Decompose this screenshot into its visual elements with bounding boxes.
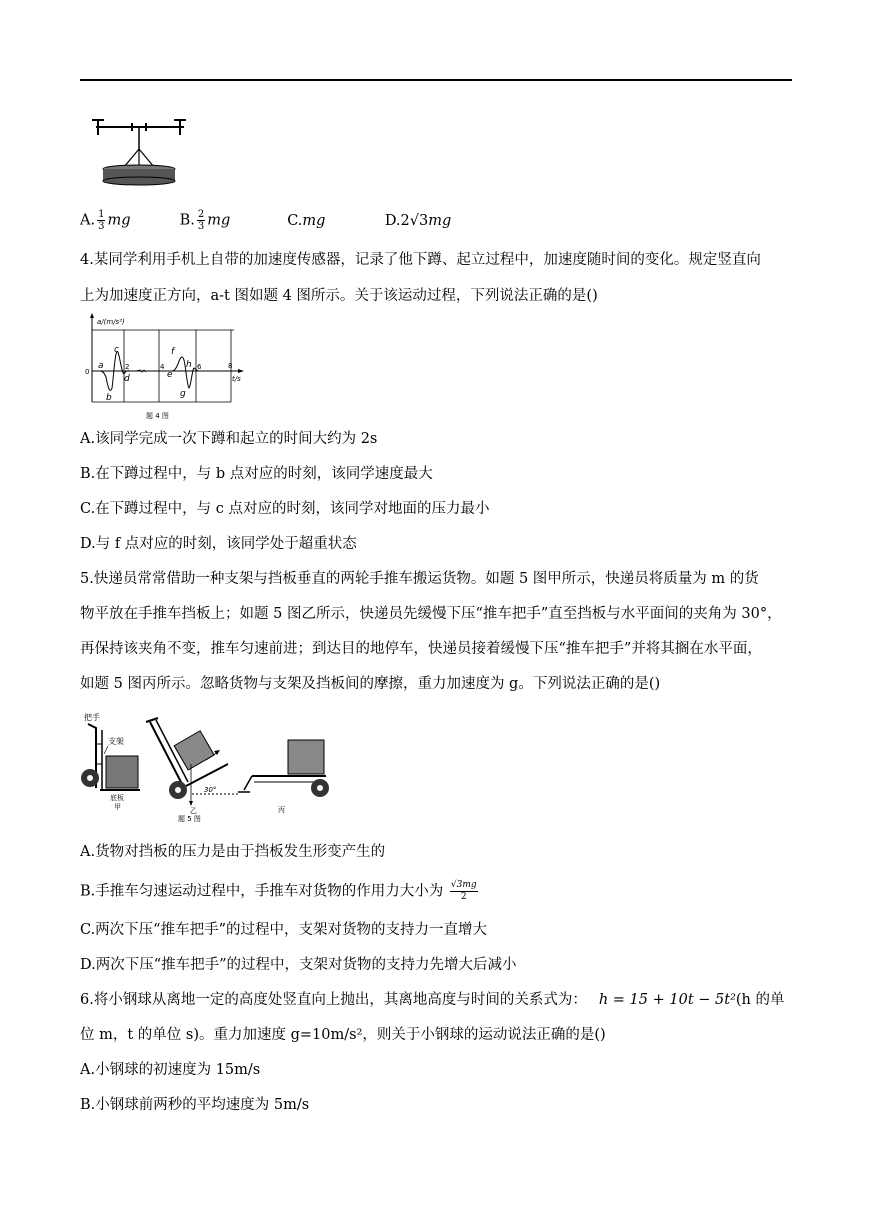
q5-stem-line-2: 物平放在手推车挡板上；如题 5 图乙所示，快递员先缓慢下压“推车把手”直至挡板与水平面间的夹角为 30°，	[80, 606, 782, 622]
svg-text:e: e	[167, 370, 173, 380]
q4-stem-line-2: 上为加速度正方向，a-t 图如题 4 图所示。关于该运动过程，下列说法正确的是()	[80, 288, 598, 304]
height-formula: h = 15 + 10t − 5t²	[598, 992, 736, 1008]
svg-text:a/(m/s²): a/(m/s²)	[97, 318, 125, 326]
q5-stem-line-4: 如题 5 图丙所示。忽略货物与支架及挡板间的摩擦，重力加速度为 g。下列说法正确的是()	[80, 676, 661, 692]
svg-text:6: 6	[197, 363, 202, 371]
q4-option-a[interactable]: A.该同学完成一次下蹲和起立的时间大约为 2s	[80, 431, 378, 447]
svg-text:c: c	[114, 345, 119, 355]
fraction-one-third: $\frac{1}{3}$	[98, 209, 105, 232]
q5-option-d[interactable]: D.两次下压“推车把手”的过程中，支架对货物的支持力先增大后减小	[80, 957, 517, 973]
q4-stem-line-1: 4.某同学利用手机上自带的加速度传感器，记录了他下蹲、起立过程中，加速度随时间的变化。规定竖直向	[80, 252, 761, 268]
fraction-two-thirds: $\frac{2}{3}$	[197, 209, 205, 232]
q4-option-b[interactable]: B.在下蹲过程中，与 b 点对应的时刻，该同学速度最大	[80, 466, 433, 482]
svg-text:把手: 把手	[84, 713, 100, 722]
svg-text:底板: 底板	[110, 794, 124, 802]
q3-option-a[interactable]: A. $\frac{1}{3}$ mg	[80, 209, 131, 232]
q5-stem-line-3: 再保持该夹角不变，推车匀速前进；到达目的地停车，快递员接着缓慢下压“推车把手”并将其搁在水平面，	[80, 641, 762, 657]
q6-stem-line-1: 6.将小钢球从离地一定的高度处竖直向上抛出，其离地高度与时间的关系式为： h = 15 + 10t − 5t²(h 的单	[80, 992, 785, 1008]
q3-option-d[interactable]: D.2√3mg	[384, 212, 452, 229]
fraction-sqrt3-mg-over-2: $\frac{√3mg}{2}$	[450, 880, 477, 902]
q6-option-b[interactable]: B.小钢球前两秒的平均速度为 5m/s	[80, 1097, 310, 1113]
svg-text:d: d	[124, 374, 130, 384]
svg-text:h: h	[186, 360, 192, 370]
svg-text:f: f	[171, 347, 175, 357]
svg-text:8: 8	[228, 362, 233, 370]
svg-text:b: b	[106, 393, 112, 403]
q5-option-b[interactable]: B.手推车匀速运动过程中，手推车对货物的作用力大小为 $\frac{√3mg}{2}$	[80, 880, 477, 902]
q5-stem-line-1: 5.快递员常常借助一种支架与挡板垂直的两轮手推车搬运货物。如题 5 图甲所示，快递员将质量为 m 的货	[80, 571, 759, 587]
q5-option-c[interactable]: C.两次下压“推车把手”的过程中，支架对货物的支持力一直增大	[80, 922, 488, 938]
svg-text:乙: 乙	[190, 807, 197, 815]
svg-text:a: a	[98, 361, 104, 371]
q6-option-a[interactable]: A.小钢球的初速度为 15m/s	[80, 1062, 261, 1078]
q3-apparatus-figure	[90, 115, 190, 187]
svg-text:t/s: t/s	[232, 375, 241, 383]
svg-text:题 5 图: 题 5 图	[178, 815, 201, 822]
q4-acceleration-time-figure	[80, 312, 246, 424]
q5-hand-truck-figure	[78, 704, 338, 822]
q5-option-a[interactable]: A.货物对挡板的压力是由于挡板发生形变产生的	[80, 844, 386, 860]
q3-option-b[interactable]: B. $\frac{2}{3}$ mg	[179, 209, 231, 232]
q4-option-d[interactable]: D.与 f 点对应的时刻，该同学处于超重状态	[80, 536, 357, 552]
header-rule	[80, 79, 792, 81]
svg-text:0: 0	[85, 368, 90, 376]
svg-text:30°: 30°	[204, 786, 217, 794]
svg-text:甲: 甲	[114, 803, 121, 811]
q3-options	[80, 209, 451, 232]
svg-text:g: g	[180, 389, 186, 399]
q4-option-c[interactable]: C.在下蹲过程中，与 c 点对应的时刻，该同学对地面的压力最小	[80, 501, 490, 517]
svg-text:2: 2	[125, 363, 130, 371]
q3-option-c[interactable]: C.mg	[287, 212, 326, 229]
svg-text:4: 4	[160, 363, 165, 371]
svg-text:丙: 丙	[278, 806, 285, 814]
q6-stem-line-2: 位 m，t 的单位 s)。重力加速度 g=10m/s²，则关于小钢球的运动说法正确的是()	[80, 1027, 606, 1043]
svg-text:支架: 支架	[108, 737, 124, 746]
svg-text:题 4 图: 题 4 图	[146, 412, 169, 420]
